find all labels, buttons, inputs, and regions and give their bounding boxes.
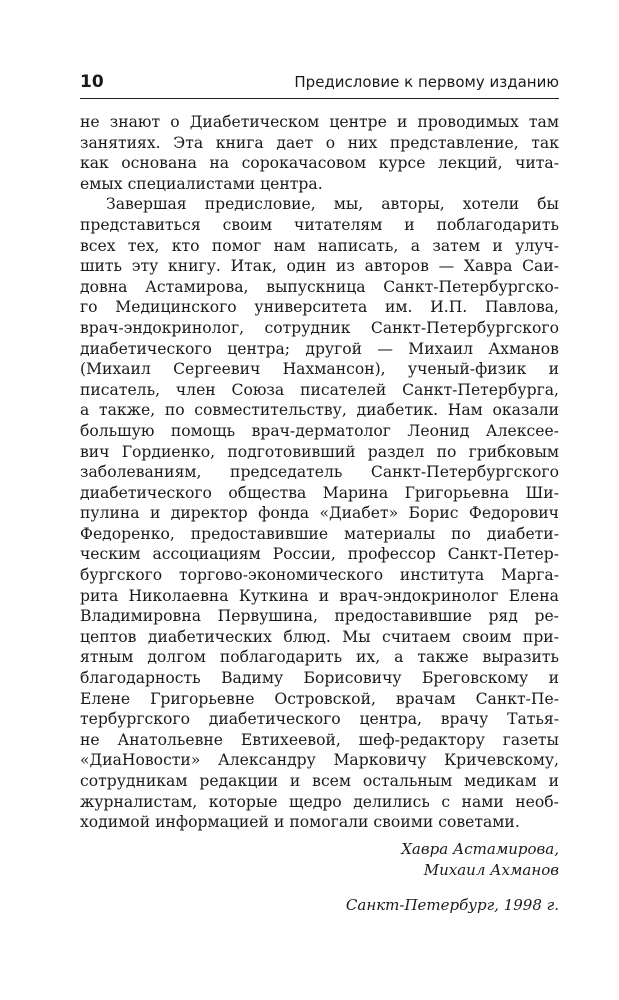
word: представиться bbox=[80, 215, 201, 234]
word: помог bbox=[211, 236, 262, 255]
text-line bbox=[80, 689, 559, 710]
word: другой bbox=[305, 339, 363, 358]
word: Островской, bbox=[274, 689, 376, 708]
word: директор bbox=[170, 504, 248, 523]
word: специалистами bbox=[127, 174, 256, 193]
word: представление, bbox=[389, 133, 519, 152]
word: центра. bbox=[260, 174, 323, 193]
word: как bbox=[80, 154, 109, 173]
word: и bbox=[404, 215, 415, 234]
text-line bbox=[80, 400, 559, 421]
word: щедро bbox=[289, 792, 342, 811]
word: делились bbox=[353, 792, 430, 811]
word: нам bbox=[273, 236, 306, 255]
word: диабетического bbox=[80, 339, 212, 358]
word: писатель, bbox=[80, 380, 161, 399]
word: совместительству, bbox=[194, 401, 347, 420]
word: им. bbox=[384, 298, 413, 317]
word: Марина bbox=[322, 483, 389, 502]
text-line bbox=[80, 668, 559, 689]
word: Сергеевич bbox=[173, 360, 261, 379]
text-line bbox=[80, 503, 559, 524]
word: диабетического bbox=[80, 483, 212, 502]
word: Елена bbox=[508, 586, 559, 605]
text-line bbox=[80, 750, 559, 771]
text-line bbox=[80, 524, 559, 545]
word: по bbox=[436, 442, 457, 461]
word: Астамирова, bbox=[145, 277, 249, 296]
word: Бреговскому bbox=[421, 669, 529, 688]
word: материалы bbox=[343, 524, 436, 543]
word: Федоренко, bbox=[80, 524, 175, 543]
text-line bbox=[80, 236, 559, 257]
word: остальным bbox=[362, 772, 453, 790]
word: и bbox=[397, 113, 408, 131]
word: них bbox=[347, 133, 378, 152]
word: своим bbox=[222, 215, 273, 234]
text-line bbox=[80, 792, 559, 813]
word: пулина bbox=[80, 504, 140, 523]
word: бургского bbox=[80, 566, 163, 585]
word: выразить bbox=[482, 648, 559, 667]
word: Кричевскому, bbox=[444, 751, 559, 770]
word: предоставившие bbox=[334, 607, 472, 626]
word: информацией bbox=[155, 813, 269, 832]
word: цептов bbox=[80, 627, 137, 646]
word: а bbox=[394, 648, 404, 667]
word: бы bbox=[537, 195, 559, 214]
word: — bbox=[438, 257, 455, 276]
word: Итак, bbox=[230, 257, 277, 276]
word: «Диабет» bbox=[319, 504, 399, 523]
text-line bbox=[80, 256, 559, 277]
word: диабетических bbox=[147, 627, 272, 646]
word: газеты bbox=[502, 730, 559, 749]
text-line bbox=[80, 174, 559, 195]
text-line bbox=[80, 359, 559, 380]
text-line bbox=[80, 812, 559, 833]
word: врачу bbox=[440, 710, 489, 729]
word: председатель bbox=[230, 463, 343, 482]
word: Нам bbox=[447, 401, 483, 420]
word: предоставившие bbox=[190, 524, 329, 543]
word: лекций, bbox=[437, 154, 503, 173]
word: Санкт-Петербурга, bbox=[402, 380, 559, 399]
word: там bbox=[528, 113, 559, 131]
word: Евтихеевой, bbox=[240, 730, 341, 749]
word: с bbox=[441, 792, 451, 811]
word: (Михаил bbox=[80, 360, 151, 379]
word: подготовивший bbox=[227, 442, 356, 461]
word: шеф-редактору bbox=[358, 730, 485, 749]
text-line bbox=[80, 133, 559, 154]
word: Мы bbox=[342, 627, 371, 646]
word: Григорьевна bbox=[404, 483, 510, 502]
word: И.П. bbox=[430, 298, 468, 317]
word: диабетик. bbox=[356, 401, 439, 420]
word: на bbox=[209, 154, 230, 173]
word: чита- bbox=[515, 154, 559, 173]
word: Марковичу bbox=[333, 751, 427, 770]
word: читателям bbox=[294, 215, 383, 234]
word: Борисовичу bbox=[303, 669, 402, 688]
word: знают bbox=[109, 113, 161, 131]
word: их, bbox=[356, 648, 381, 667]
word: которые bbox=[208, 792, 278, 811]
word: Григорьевне bbox=[150, 689, 255, 708]
word: Завершая bbox=[106, 195, 187, 214]
word: врач-эндокринолог, bbox=[80, 318, 245, 337]
word: необ- bbox=[515, 792, 559, 811]
word: Николаевна bbox=[128, 586, 229, 605]
text-line bbox=[80, 544, 559, 565]
word: кто bbox=[171, 236, 200, 255]
word: «ДиаНовости» bbox=[80, 751, 201, 770]
text-line bbox=[80, 647, 559, 668]
running-title: Предисловие к первому изданию bbox=[294, 73, 559, 91]
word: и bbox=[548, 772, 559, 790]
word: Михаил bbox=[408, 339, 474, 358]
word: ятным bbox=[80, 648, 134, 667]
word: также, bbox=[98, 401, 156, 420]
word: ходимой bbox=[80, 813, 151, 832]
text-line bbox=[80, 730, 559, 751]
word: благодарность bbox=[80, 669, 201, 688]
word: поблагодарить bbox=[219, 648, 343, 667]
word: Медицинского bbox=[115, 298, 237, 317]
paragraph-2 bbox=[80, 194, 559, 832]
word: эту bbox=[131, 257, 159, 276]
text-line bbox=[80, 112, 559, 133]
word: Владимировна bbox=[80, 607, 202, 626]
word: и bbox=[492, 236, 503, 255]
word: Саи- bbox=[522, 257, 559, 276]
text-line bbox=[80, 586, 559, 607]
word: и bbox=[289, 772, 301, 790]
word: а bbox=[80, 401, 90, 420]
word: написать, bbox=[317, 236, 399, 255]
text-line bbox=[80, 627, 559, 648]
author-2: Михаил Ахманов bbox=[423, 860, 559, 879]
word: редакции bbox=[199, 772, 279, 790]
word: и bbox=[318, 586, 330, 605]
word: так bbox=[531, 133, 559, 152]
word: довна bbox=[80, 277, 128, 296]
word: ре- bbox=[534, 607, 559, 626]
word: ассоциациям bbox=[152, 545, 261, 564]
word: Елене bbox=[80, 689, 131, 708]
word: не bbox=[80, 730, 100, 749]
word: по bbox=[164, 401, 185, 420]
word: ряд bbox=[488, 607, 518, 626]
word: и bbox=[548, 669, 559, 688]
word: Ши- bbox=[525, 483, 559, 502]
word: вич bbox=[80, 442, 110, 461]
word: заболеваниям, bbox=[80, 463, 202, 482]
word: о bbox=[325, 133, 336, 152]
body-text bbox=[80, 112, 559, 833]
word: центра; bbox=[227, 339, 291, 358]
word: писателей bbox=[300, 380, 387, 399]
word: университета bbox=[254, 298, 368, 317]
word: помощь bbox=[170, 421, 236, 440]
text-line bbox=[80, 380, 559, 401]
word: хотели bbox=[462, 195, 520, 214]
text-line bbox=[80, 709, 559, 730]
word: Санкт-Петербургско- bbox=[383, 277, 559, 296]
word: Хавра bbox=[463, 257, 513, 276]
word: Эта bbox=[173, 133, 204, 152]
text-line bbox=[80, 153, 559, 174]
word: и bbox=[149, 504, 161, 523]
word: блюд. bbox=[283, 627, 331, 646]
word: и bbox=[273, 813, 285, 832]
text-line bbox=[80, 194, 559, 215]
word: Марга- bbox=[501, 566, 559, 585]
author-1: Хавра Астамирова, bbox=[401, 839, 559, 858]
word: советами. bbox=[438, 813, 520, 832]
word: Гордиенко, bbox=[121, 442, 216, 461]
word: Татья- bbox=[507, 710, 559, 729]
word: а bbox=[410, 236, 420, 255]
text-line bbox=[80, 421, 559, 442]
text-line bbox=[80, 565, 559, 586]
word: Нахмансон), bbox=[282, 360, 386, 379]
word: го bbox=[80, 298, 98, 317]
word: Павлова, bbox=[484, 298, 559, 317]
word: Диабетическом bbox=[189, 113, 320, 131]
word: Санкт-Петербургского bbox=[370, 318, 559, 337]
book-page bbox=[80, 72, 559, 916]
word: торгово-экономического bbox=[178, 566, 384, 585]
word: общества bbox=[228, 483, 307, 502]
word: долгом bbox=[147, 648, 206, 667]
word: своим bbox=[462, 627, 512, 646]
word: журналистам, bbox=[80, 792, 198, 811]
word: книга bbox=[215, 133, 264, 152]
word: — bbox=[377, 339, 393, 358]
paragraph-1 bbox=[80, 112, 559, 194]
word: член bbox=[175, 380, 216, 399]
word: Алексее- bbox=[485, 421, 559, 440]
word: Союза bbox=[231, 380, 285, 399]
word: ческим bbox=[80, 545, 141, 564]
word: института bbox=[399, 566, 485, 585]
word: улуч- bbox=[515, 236, 559, 255]
word: нами bbox=[461, 792, 504, 811]
word: основана bbox=[121, 154, 197, 173]
word: поблагодарить bbox=[436, 215, 559, 234]
word: Борис bbox=[408, 504, 459, 523]
word: врач-дерматолог bbox=[251, 421, 391, 440]
text-line bbox=[80, 339, 559, 360]
word: также bbox=[417, 648, 469, 667]
word: ученый-физик bbox=[407, 360, 527, 379]
word: России, bbox=[272, 545, 336, 564]
page-number: 10 bbox=[80, 72, 104, 92]
word: о bbox=[170, 113, 180, 131]
word: Санкт-Петербургского bbox=[370, 463, 559, 482]
word: медикам bbox=[464, 772, 537, 790]
word: врачам bbox=[395, 689, 456, 708]
word: тербургского bbox=[80, 710, 190, 729]
word: помогали bbox=[289, 813, 369, 832]
word: книгу. bbox=[168, 257, 221, 276]
signature-block bbox=[80, 839, 559, 916]
text-line bbox=[80, 318, 559, 339]
word: выпускница bbox=[266, 277, 366, 296]
word: фонда bbox=[258, 504, 310, 523]
word: профессор bbox=[347, 545, 436, 564]
word: диабетического bbox=[208, 710, 341, 729]
word: занятиях. bbox=[80, 133, 161, 152]
word: проводимых bbox=[417, 113, 519, 131]
word: сотрудник bbox=[264, 318, 351, 337]
word: тех, bbox=[127, 236, 160, 255]
word: Санкт-Петер- bbox=[447, 545, 559, 564]
word: раздел bbox=[367, 442, 425, 461]
word: центра, bbox=[359, 710, 422, 729]
place-and-date: Санкт-Петербург, 1998 г. bbox=[345, 895, 559, 914]
word: дает bbox=[276, 133, 314, 152]
word: Александру bbox=[217, 751, 316, 770]
word: Куткина bbox=[238, 586, 309, 605]
word: врач-эндокринолог bbox=[339, 586, 499, 605]
word: мы, bbox=[333, 195, 364, 214]
word: шить bbox=[80, 257, 123, 276]
word: по bbox=[451, 524, 471, 543]
word: Анатольевне bbox=[117, 730, 224, 749]
word: большую bbox=[80, 421, 155, 440]
word: рита bbox=[80, 586, 119, 605]
text-line bbox=[80, 462, 559, 483]
word: предисловие, bbox=[204, 195, 316, 214]
word: сорокачасовом bbox=[241, 154, 367, 173]
text-line bbox=[80, 215, 559, 236]
word: Первушина, bbox=[217, 607, 318, 626]
word: Вадиму bbox=[221, 669, 284, 688]
word: Ахманов bbox=[488, 339, 559, 358]
word: при- bbox=[522, 627, 559, 646]
word: затем bbox=[432, 236, 481, 255]
word: авторы, bbox=[381, 195, 445, 214]
word: всем bbox=[312, 772, 352, 790]
word: центре bbox=[329, 113, 387, 131]
text-line bbox=[80, 277, 559, 298]
word: и bbox=[548, 360, 559, 379]
word: оказали bbox=[492, 401, 559, 420]
word: всех bbox=[80, 236, 116, 255]
page-header bbox=[80, 72, 559, 99]
word: из bbox=[336, 257, 355, 276]
word: сотрудникам bbox=[80, 772, 188, 790]
word: не bbox=[80, 113, 100, 131]
text-line bbox=[80, 771, 559, 792]
word: Санкт-Пе- bbox=[475, 689, 559, 708]
word: считаем bbox=[381, 627, 451, 646]
word: Леонид bbox=[407, 421, 470, 440]
text-line bbox=[80, 606, 559, 627]
text-line bbox=[80, 297, 559, 318]
word: диабети- bbox=[486, 524, 559, 543]
text-line bbox=[80, 442, 559, 463]
text-line bbox=[80, 483, 559, 504]
word: авторов bbox=[364, 257, 429, 276]
word: Федорович bbox=[468, 504, 559, 523]
word: курсе bbox=[378, 154, 426, 173]
word: емых bbox=[80, 174, 123, 193]
word: один bbox=[286, 257, 327, 276]
word: грибковым bbox=[468, 442, 559, 461]
word: своими bbox=[373, 813, 434, 832]
